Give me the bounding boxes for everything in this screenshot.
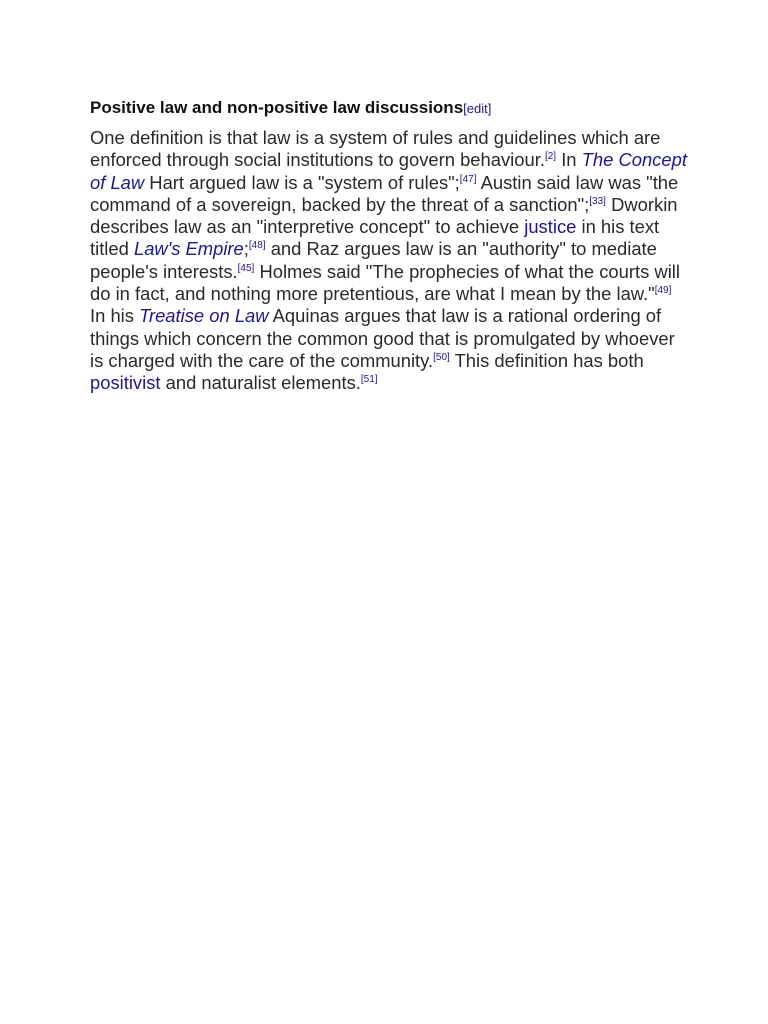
text-run: in his text titled <box>90 216 660 260</box>
definition-paragraph <box>90 127 690 395</box>
text-run: This definition has both <box>449 349 644 371</box>
text-run: In <box>556 149 582 171</box>
citation-link[interactable]: [33] <box>589 195 606 207</box>
text-run: Aquinas argues that law is a rational ordering of things which concern the common good that is promulgated by whoever is charged with the care of the community. <box>90 305 675 371</box>
article-section <box>90 96 690 395</box>
text-run: Austin said law was "the command of a sovereign, backed by the threat of a sanction"; <box>90 171 679 215</box>
text-run: In his <box>90 305 140 327</box>
text-run: ; <box>243 238 249 260</box>
section-heading <box>90 96 690 121</box>
text-run: Hart argued law is a "system of rules"; <box>144 171 460 193</box>
citation-link[interactable]: [51] <box>360 374 378 386</box>
citation-link[interactable]: [49] <box>654 284 672 296</box>
text-run: and Raz argues law is an "authority" to mediate people's interests. <box>90 238 657 282</box>
text-run: and naturalist elements. <box>160 372 361 394</box>
citation-link[interactable]: [48] <box>248 240 266 252</box>
link-laws-empire[interactable]: Law's Empire <box>133 238 244 260</box>
link-justice[interactable]: justice <box>524 216 577 238</box>
link-positivist[interactable]: positivist <box>90 372 161 394</box>
text-run: Holmes said "The prophecies of what the courts will do in fact, and nothing more pretentious, are what I mean by the law." <box>90 260 680 305</box>
text-run: Dworkin describes law as an "interpretive concept" to achieve <box>90 193 678 238</box>
link-the-concept-of-law[interactable]: The Concept of Law <box>90 149 687 193</box>
citation-link[interactable]: [2] <box>544 151 557 163</box>
edit-link[interactable]: [edit] <box>463 101 492 116</box>
citation-link[interactable]: [47] <box>459 173 477 185</box>
section-title: Positive law and non-positive law discussions <box>90 98 464 117</box>
link-treatise-on-law[interactable]: Treatise on Law <box>139 305 269 327</box>
text-run: One definition is that law is a system of rules and guidelines which are enforced through social institutions to govern behaviour. <box>90 127 661 171</box>
citation-link[interactable]: [50] <box>433 351 450 363</box>
citation-link[interactable]: [45] <box>237 262 255 274</box>
